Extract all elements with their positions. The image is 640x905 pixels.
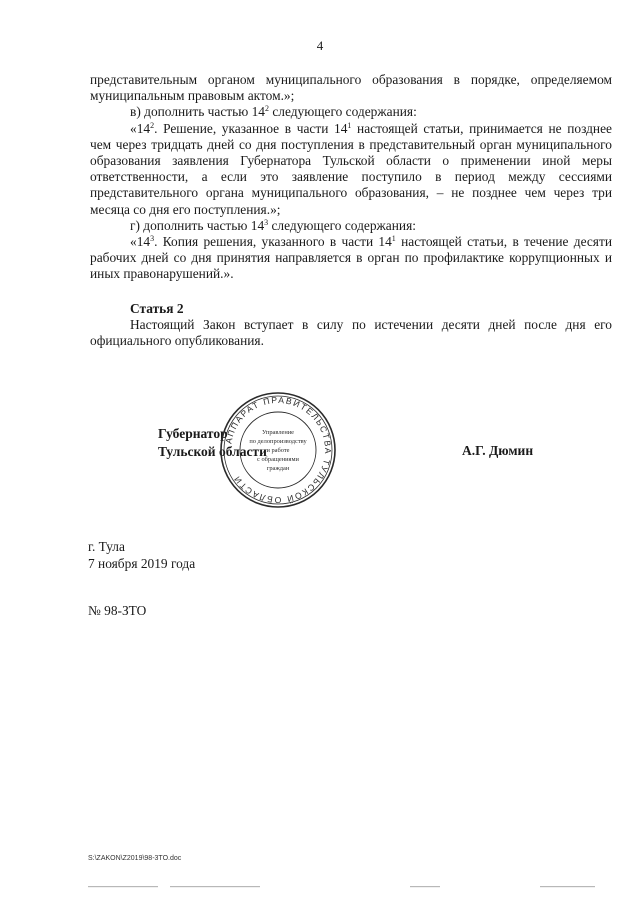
city: г. Тула xyxy=(88,539,125,554)
text: «14 xyxy=(130,120,151,136)
law-number: № 98-ЗТО xyxy=(88,603,147,618)
text: . Решение, указанное в части 14 xyxy=(154,120,348,136)
text: в) дополнить частью 14 xyxy=(130,104,265,120)
paragraph: Настоящий Закон вступает в силу по истечении десяти дней после дня его официального опубликования. xyxy=(90,316,612,349)
seal-center-line: Управление xyxy=(261,429,295,436)
paragraph xyxy=(90,218,612,234)
file-path: S:\ZAKON\Z2019\98-3TO.doc xyxy=(88,855,182,862)
superscript: 1 xyxy=(391,234,396,244)
article-heading: Статья 2 xyxy=(130,300,184,316)
date: 7 ноября 2019 года xyxy=(88,556,196,571)
signatory-title-line: Губернатор xyxy=(158,426,228,441)
text: «14 xyxy=(130,234,151,250)
seal-center-line: с обращениями xyxy=(257,456,299,463)
superscript: 1 xyxy=(347,120,352,130)
text: настоящей статьи, в течение десяти рабочих дней со дня принятия направляется в орган по профилактике коррупционных и иных правонарушений.». xyxy=(90,234,612,282)
signatory-title-line: Тульской области xyxy=(158,444,267,459)
paragraph: представительным органом муниципального образования в порядке, определяемом муниципальным правовым актом.»; xyxy=(90,72,612,104)
paragraph xyxy=(90,121,612,218)
scan-artifact-marks xyxy=(0,884,640,890)
seal-ring-text: АППАРАТ ПРАВИТЕЛЬСТВА ТУЛЬСКОЙ ОБЛАСТИ xyxy=(223,394,334,506)
text: г) дополнить частью 14 xyxy=(130,217,265,233)
official-seal-stamp xyxy=(218,390,338,510)
page-number: 4 xyxy=(316,38,324,53)
superscript: 2 xyxy=(264,104,269,114)
document-body xyxy=(90,72,612,349)
seal-center-line: и работе xyxy=(266,447,290,454)
paragraph xyxy=(90,104,612,120)
superscript: 3 xyxy=(150,234,155,244)
text: следующего содержания: xyxy=(268,104,417,120)
superscript: 3 xyxy=(264,217,269,227)
text: следующего содержания: xyxy=(268,217,416,233)
text: . Копия решения, указанного в части 14 xyxy=(154,234,392,250)
paragraph xyxy=(90,234,612,283)
superscript: 2 xyxy=(150,120,155,130)
seal-center-line: граждан xyxy=(266,465,290,472)
seal-center-line: по делопроизводству xyxy=(249,438,307,445)
place-and-date xyxy=(88,538,195,572)
signatory-name: А.Г. Дюмин xyxy=(462,443,534,458)
text: настоящей статьи, принимается не позднее чем через тридцать дней со дня поступления в представительный орган муниципального образования заявления Губернатора Тульской области о применении иной меры ответственности, а если это заявление поступило в период между сессиями представительного органа муниципального образования, – не позднее чем через три месяца со дня его поступления.»; xyxy=(90,120,612,217)
